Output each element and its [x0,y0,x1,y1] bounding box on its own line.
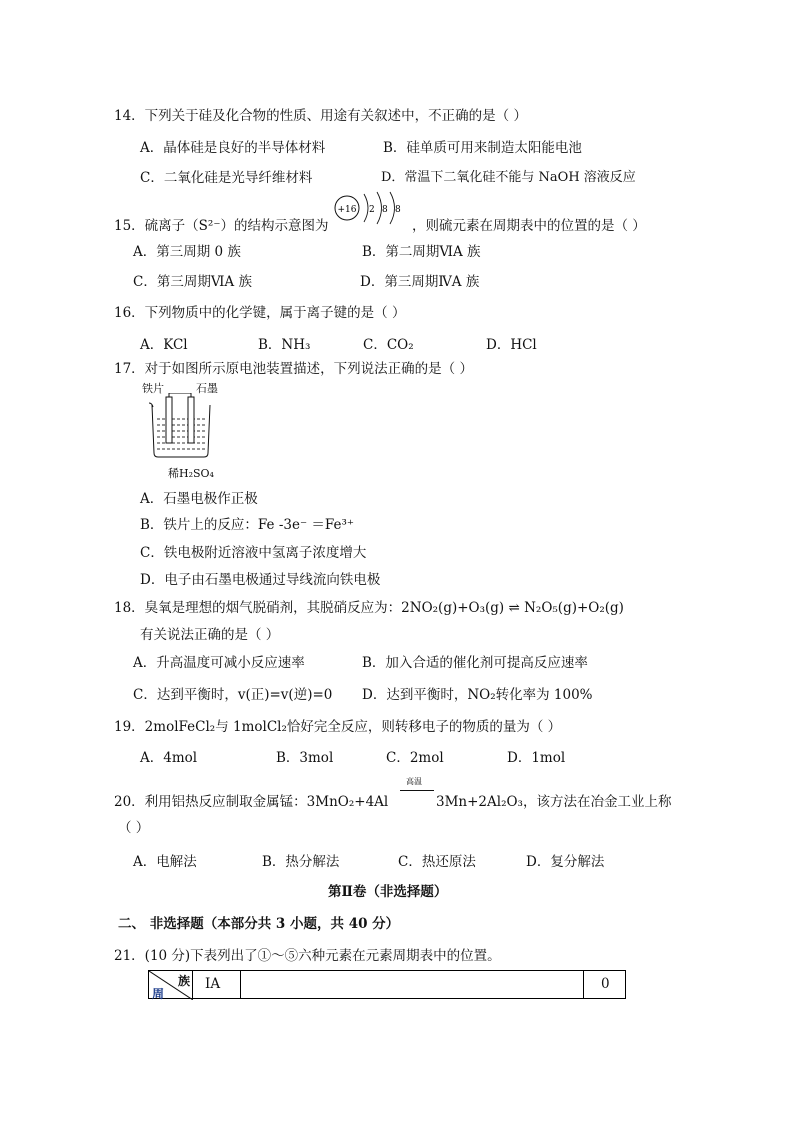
q17-option-a: A．石墨电极作正极 [140,491,258,507]
q20-option-a: A．电解法 [133,854,197,870]
q15-option-b: B．第二周期ⅥA 族 [362,244,481,260]
atom-core-label: +16 [337,205,357,215]
label-iron-plate: 铁片 [142,382,164,395]
header-ia-label: ⅠA [205,976,221,992]
q18-option-a: A．升高温度可减小反应速率 [133,655,305,671]
q16-option-c: C．CO₂ [363,337,414,353]
q16-stem: 16．下列物质中的化学键，属于离子键的是（ ） [114,305,406,321]
q19-option-a: A．4mol [140,750,198,766]
q16-option-b: B．NH₃ [258,337,311,353]
reaction-condition-label: 高温 [406,777,422,786]
q15-option-a: A．第三周期 0 族 [133,244,241,260]
reaction-arrow-line [400,790,434,791]
q18-option-c: C．达到平衡时，v(正)=v(逆)=0 [133,687,333,703]
table-header-ia [193,971,241,998]
q18-stem-line2: 有关说法正确的是（ ） [140,627,280,643]
table-header-zero [583,971,625,998]
sulfide-ion-structure-diagram [332,190,412,230]
shell-3-count: 8 [395,205,401,215]
q20-option-d: D．复分解法 [526,854,605,870]
q19-stem: 19．2molFeCl₂与 1molCl₂恰好完全反应，则转移电子的物质的量为（ ） [114,719,562,735]
q20-option-b: B．热分解法 [262,854,340,870]
q15-stem-part1: 15．硫离子（S²⁻）的结构示意图为 [114,218,329,234]
q14-option-d: D．常温下二氧化硅不能与 NaOH 溶液反应 [381,170,636,185]
q19-option-d: D．1mol [507,750,566,766]
q18-option-d: D．达到平衡时，NO₂转化率为 100% [362,687,593,703]
label-graphite: 石墨 [196,382,218,395]
q17-option-b: B．铁片上的反应：Fe -3e⁻ ＝Fe³⁺ [140,517,355,533]
corner-label-group: 族 [177,974,190,988]
q14-option-b: B．硅单质可用来制造太阳能电池 [383,140,582,156]
q17-stem: 17．对于如图所示原电池装置描述，下列说法正确的是（ ） [114,361,473,377]
q14-option-a: A．晶体硅是良好的半导体材料 [140,140,326,156]
section-title: 第Ⅱ卷（非选择题） [328,884,448,900]
header-zero-label: 0 [601,976,610,992]
corner-label-period: 周 [152,987,165,1001]
shell-2-count: 8 [382,205,388,215]
q18-stem: 18．臭氧是理想的烟气脱硝剂，其脱硝反应为：2NO₂(g)+O₃(g) ⇌ N₂O₅(g)+O₂(g) [114,600,624,616]
q17-option-c: C．铁电极附近溶液中氢离子浓度增大 [140,545,367,561]
q16-option-d: D．HCl [486,337,537,353]
q14-option-c: C．二氧化硅是光导纤维材料 [140,170,313,186]
q14-stem: 14．下列关于硅及化合物的性质、用途有关叙述中，不正确的是（ ） [114,108,527,124]
label-dilute-sulfuric-acid: 稀H₂SO₄ [168,467,214,480]
q20-stem-part1: 20．利用铝热反应制取金属锰：3MnO₂+4Al [114,794,389,810]
q19-option-c: C．2mol [386,750,444,766]
q20-stem-part2: 3Mn+2Al₂O₃，该方法在冶金工业上称 [436,794,672,810]
q21-stem: 21．(10 分)下表列出了①～⑤六种元素在元素周期表中的位置。 [114,948,501,964]
table-corner-cell [149,971,193,1001]
q20-stem-line2: （ ） [118,820,150,836]
section-heading: 二、 非选择题（本部分共 3 小题，共 40 分） [118,916,400,932]
q17-option-d: D．电子由石墨电极通过导线流向铁电极 [140,572,381,588]
shell-1-count: 2 [369,205,375,215]
galvanic-cell-diagram [148,393,218,463]
periodic-table-fragment [148,970,626,999]
q20-option-c: C．热还原法 [398,854,476,870]
q19-option-b: B．3mol [276,750,334,766]
q15-option-c: C．第三周期ⅥA 族 [133,274,252,290]
q16-option-a: A．KCl [140,337,188,353]
q15-stem-part2: ，则硫元素在周期表中的位置的是（ ） [412,218,646,234]
q18-option-b: B．加入合适的催化剂可提高反应速率 [362,655,588,671]
q15-option-d: D．第三周期ⅣA 族 [360,274,480,290]
